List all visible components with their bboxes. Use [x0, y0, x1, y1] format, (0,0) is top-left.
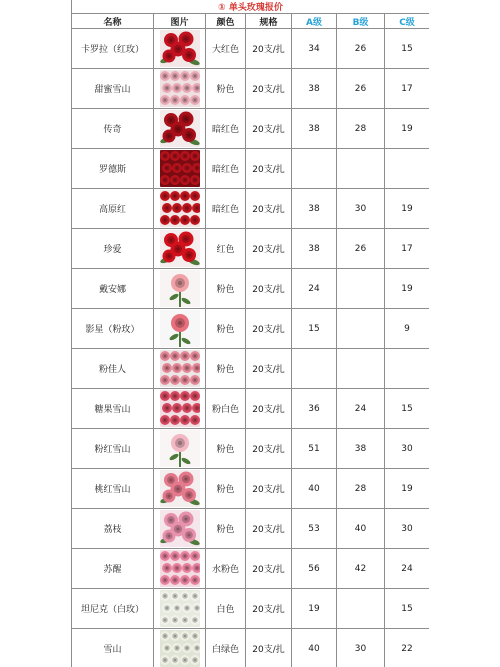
- grade-a-price: 15: [292, 309, 337, 349]
- grade-b-price: [337, 589, 385, 629]
- rose-photo: [160, 550, 200, 587]
- rose-spec-cell: 20支/扎: [246, 389, 292, 429]
- rose-photo: [160, 30, 200, 67]
- table-row: [72, 589, 430, 629]
- rose-color-cell: 粉色: [206, 269, 246, 309]
- grade-a-price: 34: [292, 29, 337, 69]
- grade-c-price: 15: [385, 389, 430, 429]
- header-grade-c: C级: [385, 14, 430, 29]
- table-row: [72, 269, 430, 309]
- grade-b-price: 30: [337, 189, 385, 229]
- rose-photo-image: [160, 230, 200, 267]
- rose-image-cell: [154, 549, 206, 589]
- table-row: [72, 149, 430, 189]
- rose-image-cell: [154, 589, 206, 629]
- grade-a-price: 40: [292, 629, 337, 667]
- grade-b-price: [337, 309, 385, 349]
- rose-spec-cell: 20支/扎: [246, 229, 292, 269]
- rose-color-cell: 暗红色: [206, 189, 246, 229]
- rose-photo: [160, 350, 200, 387]
- rose-spec-cell: 20支/扎: [246, 469, 292, 509]
- grade-a-price: [292, 149, 337, 189]
- rose-photo-image: [160, 390, 200, 427]
- rose-spec-cell: 20支/扎: [246, 69, 292, 109]
- rose-photo: [160, 430, 200, 467]
- grade-b-price: 24: [337, 389, 385, 429]
- table-row: [72, 549, 430, 589]
- rose-color-cell: 红色: [206, 229, 246, 269]
- grade-c-price: 15: [385, 29, 430, 69]
- rose-photo-image: [160, 270, 200, 307]
- rose-color-cell: 粉色: [206, 429, 246, 469]
- rose-name-cell: 苏醒: [72, 549, 154, 589]
- grade-a-price: 38: [292, 109, 337, 149]
- rose-spec-cell: 20支/扎: [246, 309, 292, 349]
- rose-name-cell: 甜蜜雪山: [72, 69, 154, 109]
- grade-c-price: 15: [385, 589, 430, 629]
- grade-a-price: 38: [292, 229, 337, 269]
- rose-image-cell: [154, 29, 206, 69]
- grade-a-price: [292, 349, 337, 389]
- rose-color-cell: 粉白色: [206, 389, 246, 429]
- rose-spec-cell: 20支/扎: [246, 429, 292, 469]
- rose-photo: [160, 630, 200, 667]
- grade-b-price: 30: [337, 629, 385, 667]
- rose-name-cell: 影星（粉玫）: [72, 309, 154, 349]
- rose-spec-cell: 20支/扎: [246, 189, 292, 229]
- grade-c-price: [385, 149, 430, 189]
- grade-a-price: 40: [292, 469, 337, 509]
- rose-color-cell: 大红色: [206, 29, 246, 69]
- grade-b-price: 40: [337, 509, 385, 549]
- table-row: [72, 229, 430, 269]
- table-title-row: [72, 0, 430, 14]
- rose-image-cell: [154, 349, 206, 389]
- table-header-row: [72, 14, 430, 29]
- rose-name-cell: 荔枝: [72, 509, 154, 549]
- grade-a-price: 38: [292, 189, 337, 229]
- rose-photo: [160, 470, 200, 507]
- rose-photo-image: [160, 30, 200, 67]
- rose-spec-cell: 20支/扎: [246, 269, 292, 309]
- header-name: 名称: [72, 14, 154, 29]
- rose-spec-cell: 20支/扎: [246, 549, 292, 589]
- rose-name-cell: 卡罗拉（红玫）: [72, 29, 154, 69]
- rose-image-cell: [154, 69, 206, 109]
- rose-name-cell: 高原红: [72, 189, 154, 229]
- rose-photo: [160, 310, 200, 347]
- grade-b-price: 28: [337, 109, 385, 149]
- rose-spec-cell: 20支/扎: [246, 589, 292, 629]
- rose-name-cell: 糖果雪山: [72, 389, 154, 429]
- rose-spec-cell: 20支/扎: [246, 509, 292, 549]
- grade-c-price: 17: [385, 69, 430, 109]
- rose-color-cell: 白色: [206, 589, 246, 629]
- rose-name-cell: 粉佳人: [72, 349, 154, 389]
- table-row: [72, 629, 430, 667]
- grade-b-price: 26: [337, 29, 385, 69]
- table-body: [72, 29, 430, 667]
- table-row: [72, 469, 430, 509]
- grade-c-price: 30: [385, 429, 430, 469]
- rose-photo-image: [160, 510, 200, 547]
- grade-b-price: 26: [337, 69, 385, 109]
- rose-image-cell: [154, 509, 206, 549]
- rose-image-cell: [154, 269, 206, 309]
- rose-spec-cell: 20支/扎: [246, 349, 292, 389]
- rose-name-cell: 坦尼克（白玫）: [72, 589, 154, 629]
- header-image: 图片: [154, 14, 206, 29]
- rose-photo-image: [160, 550, 200, 587]
- grade-b-price: 26: [337, 229, 385, 269]
- grade-a-price: 36: [292, 389, 337, 429]
- rose-color-cell: 粉色: [206, 309, 246, 349]
- table-row: [72, 189, 430, 229]
- rose-image-cell: [154, 389, 206, 429]
- rose-spec-cell: 20支/扎: [246, 109, 292, 149]
- rose-photo: [160, 70, 200, 107]
- header-grade-b: B级: [337, 14, 385, 29]
- rose-name-cell: 罗德斯: [72, 149, 154, 189]
- rose-spec-cell: 20支/扎: [246, 29, 292, 69]
- table-row: [72, 389, 430, 429]
- rose-photo: [160, 150, 200, 187]
- price-sheet: [71, 0, 429, 667]
- rose-color-cell: 粉色: [206, 69, 246, 109]
- rose-photo-image: [160, 470, 200, 507]
- rose-photo-image: [160, 70, 200, 107]
- rose-color-cell: 暗红色: [206, 149, 246, 189]
- grade-c-price: 22: [385, 629, 430, 667]
- rose-photo-image: [160, 150, 200, 187]
- grade-c-price: 30: [385, 509, 430, 549]
- rose-photo-image: [160, 310, 200, 347]
- rose-name-cell: 桃红雪山: [72, 469, 154, 509]
- grade-a-price: 53: [292, 509, 337, 549]
- table-row: [72, 349, 430, 389]
- rose-photo-image: [160, 190, 200, 227]
- rose-color-cell: 水粉色: [206, 549, 246, 589]
- rose-image-cell: [154, 109, 206, 149]
- rose-color-cell: 粉色: [206, 469, 246, 509]
- header-spec: 规格: [246, 14, 292, 29]
- table-row: [72, 509, 430, 549]
- grade-a-price: 56: [292, 549, 337, 589]
- rose-photo: [160, 190, 200, 227]
- rose-photo: [160, 230, 200, 267]
- grade-c-price: 9: [385, 309, 430, 349]
- rose-photo: [160, 110, 200, 147]
- rose-name-cell: 传奇: [72, 109, 154, 149]
- rose-name-cell: 珍爱: [72, 229, 154, 269]
- table-title: ① 单头玫瑰报价: [72, 0, 430, 14]
- rose-spec-cell: 20支/扎: [246, 629, 292, 667]
- grade-c-price: 24: [385, 549, 430, 589]
- grade-b-price: 38: [337, 429, 385, 469]
- rose-color-cell: 白绿色: [206, 629, 246, 667]
- rose-photo-image: [160, 350, 200, 387]
- rose-photo-image: [160, 110, 200, 147]
- grade-a-price: 19: [292, 589, 337, 629]
- rose-name-cell: 粉红雪山: [72, 429, 154, 469]
- grade-c-price: 19: [385, 269, 430, 309]
- grade-b-price: 42: [337, 549, 385, 589]
- rose-name-cell: 戴安娜: [72, 269, 154, 309]
- grade-a-price: 24: [292, 269, 337, 309]
- rose-image-cell: [154, 189, 206, 229]
- rose-image-cell: [154, 429, 206, 469]
- grade-c-price: 19: [385, 189, 430, 229]
- grade-a-price: 51: [292, 429, 337, 469]
- grade-c-price: 19: [385, 469, 430, 509]
- grade-c-price: [385, 349, 430, 389]
- rose-name-cell: 雪山: [72, 629, 154, 667]
- rose-photo-image: [160, 590, 200, 627]
- rose-image-cell: [154, 469, 206, 509]
- rose-image-cell: [154, 309, 206, 349]
- grade-b-price: [337, 269, 385, 309]
- table-row: [72, 109, 430, 149]
- rose-image-cell: [154, 629, 206, 667]
- rose-photo: [160, 390, 200, 427]
- grade-a-price: 38: [292, 69, 337, 109]
- grade-c-price: 19: [385, 109, 430, 149]
- rose-photo: [160, 510, 200, 547]
- rose-color-cell: 粉色: [206, 509, 246, 549]
- table-row: [72, 429, 430, 469]
- rose-spec-cell: 20支/扎: [246, 149, 292, 189]
- rose-image-cell: [154, 149, 206, 189]
- rose-color-cell: 粉色: [206, 349, 246, 389]
- price-table: [71, 0, 429, 667]
- rose-photo: [160, 590, 200, 627]
- table-row: [72, 309, 430, 349]
- rose-photo: [160, 270, 200, 307]
- header-color: 颜色: [206, 14, 246, 29]
- grade-c-price: 17: [385, 229, 430, 269]
- rose-photo-image: [160, 430, 200, 467]
- grade-b-price: [337, 149, 385, 189]
- rose-photo-image: [160, 630, 200, 667]
- grade-b-price: 28: [337, 469, 385, 509]
- table-row: [72, 69, 430, 109]
- header-grade-a: A级: [292, 14, 337, 29]
- rose-image-cell: [154, 229, 206, 269]
- table-row: [72, 29, 430, 69]
- rose-color-cell: 暗红色: [206, 109, 246, 149]
- grade-b-price: [337, 349, 385, 389]
